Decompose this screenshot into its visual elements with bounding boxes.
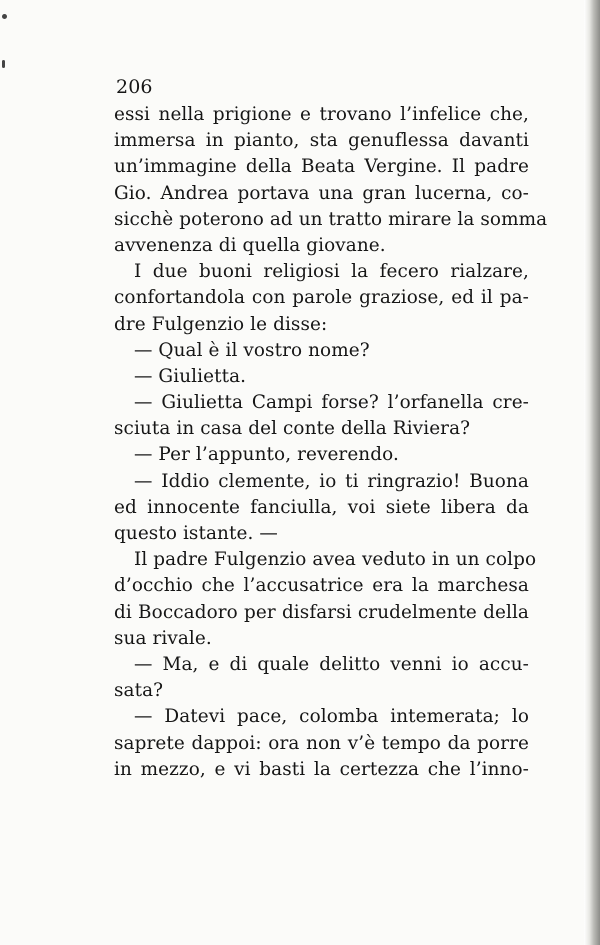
text-line: — Per l’appunto, reverendo. [134,444,399,466]
text-line: — Qual è il vostro nome? [134,339,370,361]
page-text [114,74,548,783]
text-line: questo istante. — [114,523,278,544]
text-line: d’occhio che l’accusatrice era la marchesa [114,575,529,597]
scan-speck [2,60,5,68]
text-line: — Datevi pace, colomba intemerata; lo [134,706,529,728]
text-line: confortandola con parole graziose, ed il pa- [114,287,529,309]
text-line: ed innocente fanciulla, voi siete libera da [114,496,529,518]
text-line: saprete dappoi: ora non v’è tempo da porre [114,732,529,754]
text-line: avvenenza di quella giovane. [114,234,386,256]
text-line: — Iddio clemente, io ti ringrazio! Buona [134,470,529,492]
page-edge-shadow [584,0,600,945]
text-line: I due buoni religiosi la fecero rialzare, [134,261,529,283]
text-line: Gio. Andrea portava una gran lucerna, co- [114,182,529,204]
text-lines [114,102,548,783]
text-line: dre Fulgenzio le disse: [114,313,328,335]
text-line: — Giulietta. [134,365,247,387]
text-line: sicchè poterono ad un tratto mirare la somma [114,208,548,230]
text-line: — Giulietta Campi forse? l’orfanella cre- [134,392,529,414]
text-line: sciuta in casa del conte della Riviera? [114,418,471,440]
scan-speck [2,14,7,19]
text-line: un’immagine della Beata Vergine. Il padre [114,156,529,178]
page-number: 206 [116,76,153,98]
text-line: essi nella prigione e trovano l’infelice che, [114,104,529,125]
text-line: in mezzo, e vi basti la certezza che l’inno- [114,758,529,780]
text-line: sua rivale. [114,627,212,649]
text-line: immersa in pianto, sta genuflessa davanti [114,130,529,152]
text-line: sata? [114,680,164,702]
text-line: di Boccadoro per disfarsi crudelmente della [114,601,529,623]
text-line: — Ma, e di quale delitto venni io accu- [134,653,529,675]
text-line: Il padre Fulgenzio avea veduto in un colpo [134,549,537,571]
